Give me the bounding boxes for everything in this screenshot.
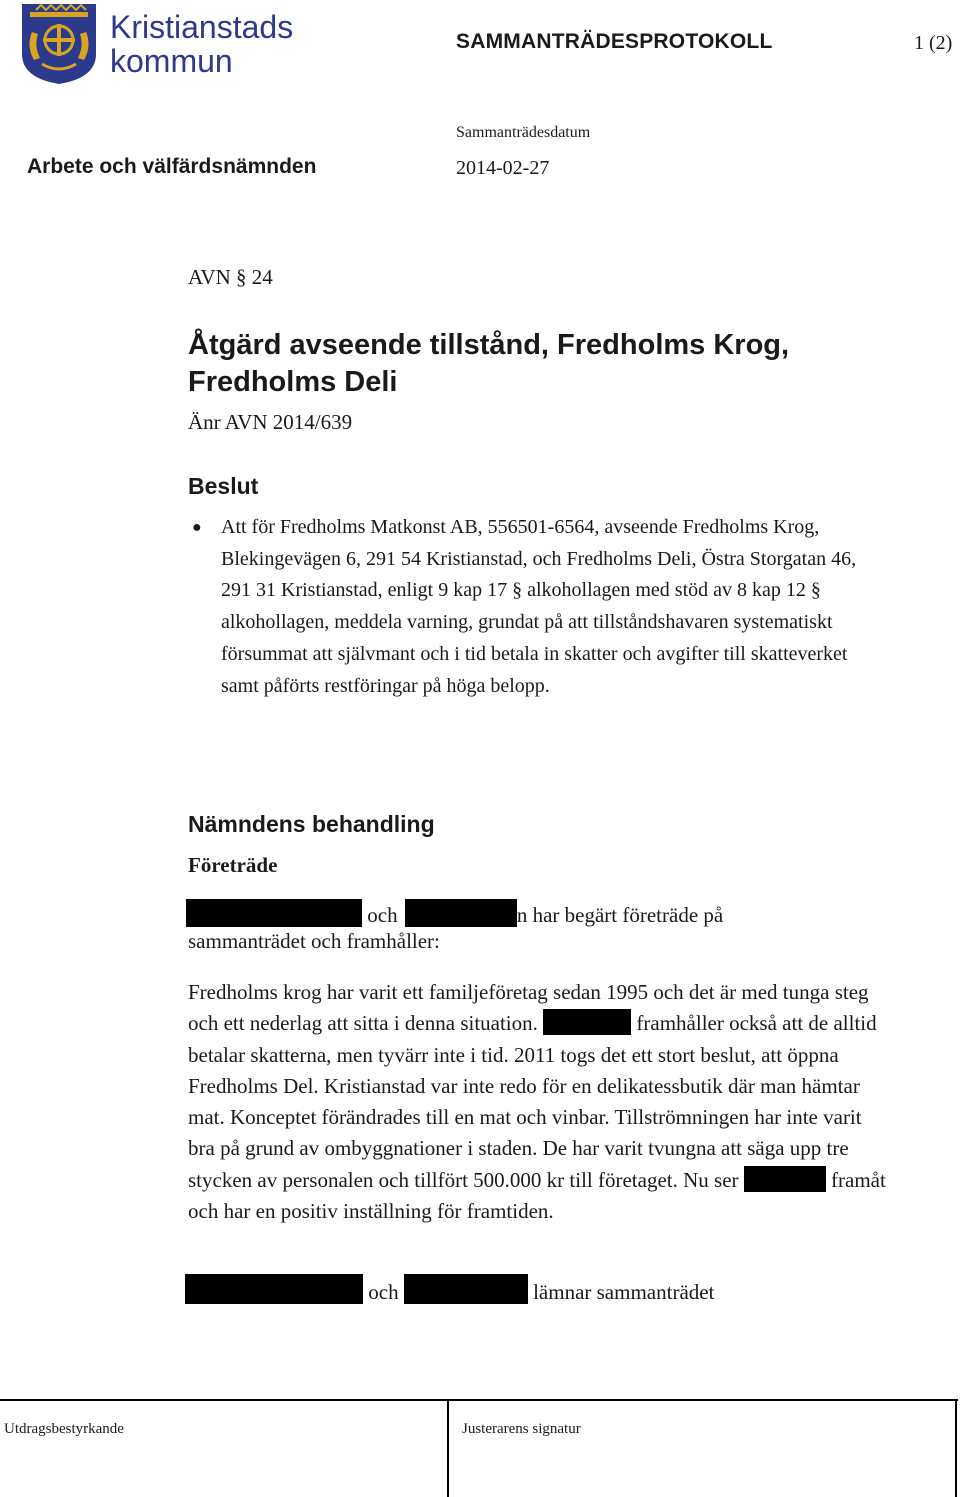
appearance-and: och — [367, 903, 398, 927]
document-type: SAMMANTRÄDESPROTOKOLL — [456, 30, 773, 53]
meeting-date-label: Sammanträdesdatum — [456, 124, 591, 141]
redacted-name — [744, 1166, 826, 1192]
leave-rest: lämnar sammanträdet — [533, 1280, 715, 1304]
leave-and: och — [368, 1280, 399, 1304]
statement-part: framhåller också att de alltid betalar skatterna, men tyvärr inte i tid. 2011 togs det ett stort beslut, att öppna Fredholms Del. Kristianstad var inte redo för en delikatessbutik där man hämtar mat. Konceptet förändrades till en mat och vinbar. Tillströmningen har inte varit bra på grund av ombyggnationer i staden. De har varit tvungna att säga upp tre stycken av personalen och tillfört 500.000 kr till företaget. Nu ser — [188, 1011, 877, 1192]
decision-text: Att för Fredholms Matkonst AB, 556501-6564, avseende Fredholms Krog, Blekingevägen 6, 291 54 Kristianstad, och Fredholms Deli, Östra Storgatan 46, 291 31 Kristianstad, enligt 9 kap 17 § alkohollagen med stöd av 8 kap 12 § alkohollagen, meddela varning, grundat på att tillståndshavaren systematiskt försummat att självmant och i tid betala in skatter och avgifter till skatteverket samt påförts restföringar på höga belopp. — [221, 516, 857, 697]
appearance-subheading: Företräde — [188, 853, 278, 877]
statement-part: framåt och har en positiv inställning för framtiden. — [188, 1167, 886, 1224]
redacted-name — [543, 1009, 631, 1035]
meeting-date: 2014-02-27 — [456, 157, 550, 179]
logo-wordmark-line2: kommun — [110, 43, 233, 79]
bullet-icon: ● — [192, 519, 202, 536]
leave-line — [185, 1274, 714, 1304]
page-title: Åtgärd avseende tillstånd, Fredholms Krog, Fredholms Deli — [188, 329, 790, 398]
treatment-heading: Nämndens behandling — [188, 811, 435, 837]
case-number: Änr AVN 2014/639 — [188, 410, 353, 434]
footer-divider — [955, 1401, 957, 1497]
footer-divider — [447, 1401, 449, 1497]
certification-label: Utdragsbestyrkande — [4, 1421, 124, 1437]
page-number: 1 (2) — [914, 32, 953, 54]
redacted-name — [405, 899, 517, 927]
paragraph-reference: AVN § 24 — [188, 265, 273, 289]
redacted-name — [185, 1274, 363, 1304]
committee-name: Arbete och välfärdsnämnden — [27, 155, 317, 178]
appearance-line — [186, 899, 723, 929]
statement-text — [188, 977, 888, 1227]
statement-part: Fredholms krog har varit ett familjeföretag sedan 1995 och det är med tunga steg och ett nederlag att sitta i denna situation. — [188, 980, 869, 1036]
appearance-line-2: sammanträdet och framhåller: — [188, 929, 440, 953]
municipality-logo — [20, 2, 320, 86]
appearance-rest: n har begärt företräde på — [516, 903, 724, 927]
logo-wordmark-line1: Kristianstads — [110, 9, 294, 45]
redacted-name — [186, 899, 362, 927]
coat-of-arms-icon — [20, 2, 320, 86]
redacted-name — [404, 1274, 528, 1304]
footer-rule — [0, 1399, 958, 1401]
adjuster-signature-label: Justerarens signatur — [462, 1421, 581, 1437]
decision-heading: Beslut — [188, 473, 259, 499]
